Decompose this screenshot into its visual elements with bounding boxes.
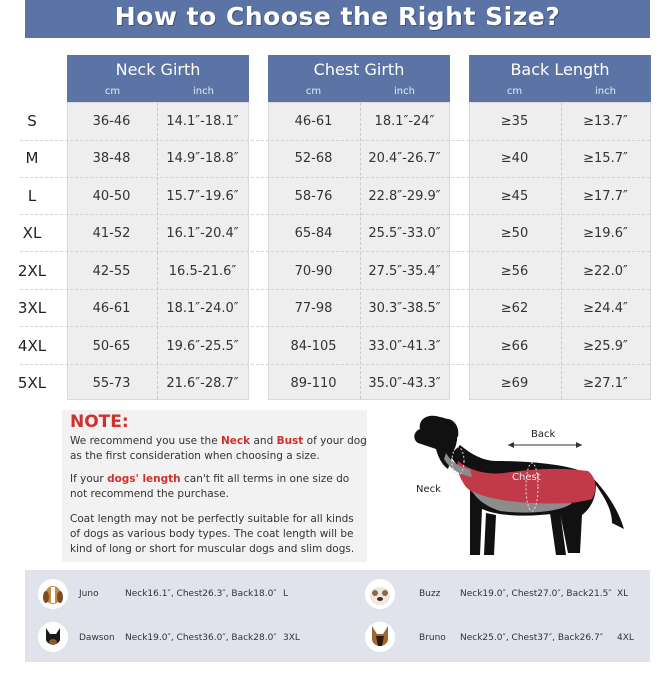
back-length-column bbox=[469, 55, 651, 102]
note-text: can't fit all terms in one size do bbox=[180, 473, 350, 485]
size-label-m: M bbox=[25, 149, 39, 167]
neck-inch-cell: 16.1″-20.4″ bbox=[166, 226, 239, 241]
page-title: How to Choose the Right Size? bbox=[114, 2, 561, 31]
note-text: If your bbox=[70, 473, 108, 485]
chest-girth-header bbox=[268, 55, 450, 102]
note-text: kind of long or short for muscular dogs and slim dogs. bbox=[70, 543, 355, 555]
back-length-title: Back Length bbox=[510, 60, 610, 79]
back-cm-cell: ≥45 bbox=[500, 189, 529, 204]
example-measures: Neck25.0″, Chest37″, Back26.7″ bbox=[460, 633, 604, 643]
size-label-3xl: 3XL bbox=[17, 299, 47, 317]
note-paragraph-3 bbox=[70, 512, 370, 557]
chest-cm-cell: 65-84 bbox=[294, 226, 333, 241]
example-name: Buzz bbox=[419, 589, 441, 599]
note-text: Coat length may not be perfectly suitable for all kinds bbox=[70, 513, 354, 525]
size-label-s: S bbox=[27, 112, 37, 130]
chest-unit-cm: cm bbox=[305, 86, 322, 97]
example-measures: Neck19.0″, Chest27.0″, Back21.5″ bbox=[460, 589, 612, 599]
back-inch-cell: ≥27.1″ bbox=[583, 376, 628, 391]
chest-cm-cell: 77-98 bbox=[294, 301, 333, 316]
size-label-l: L bbox=[27, 187, 37, 205]
back-inch-cell: ≥13.7″ bbox=[583, 114, 628, 129]
chest-inch-cell: 30.3″-38.5″ bbox=[368, 301, 441, 316]
customer-examples bbox=[25, 570, 650, 662]
chest-cm-cell: 70-90 bbox=[294, 264, 333, 279]
chest-cm-cell: 58-76 bbox=[294, 189, 333, 204]
example-name: Juno bbox=[79, 589, 99, 599]
neck-unit-cm: cm bbox=[104, 86, 121, 97]
chest-cm-cell: 46-61 bbox=[294, 114, 333, 129]
size-label-4xl: 4XL bbox=[17, 337, 47, 355]
back-cm-cell: ≥35 bbox=[500, 114, 529, 129]
back-unit-inch: inch bbox=[595, 86, 616, 97]
row-divider bbox=[20, 251, 650, 252]
back-cm-cell: ≥66 bbox=[500, 339, 529, 354]
neck-inch-cell: 16.5-21.6″ bbox=[168, 264, 237, 279]
neck-inch-cell: 18.1″-24.0″ bbox=[166, 301, 239, 316]
neck-inch-cell: 15.7″-19.6″ bbox=[166, 189, 239, 204]
note-paragraph-2 bbox=[70, 472, 370, 502]
chest-inch-cell: 18.1″-24″ bbox=[374, 114, 435, 129]
example-measures: Neck19.0″, Chest36.0″, Back28.0″ bbox=[125, 633, 277, 643]
size-label-5xl: 5XL bbox=[17, 374, 47, 392]
shepherd-avatar-icon bbox=[365, 622, 395, 652]
row-divider bbox=[20, 140, 650, 141]
note-text: not recommend the purchase. bbox=[70, 488, 229, 500]
chest-inch-cell: 20.4″-26.7″ bbox=[368, 151, 441, 166]
chest-unit-inch: inch bbox=[394, 86, 415, 97]
back-cm-cell: ≥69 bbox=[500, 376, 529, 391]
chest-inch-cell: 25.5″-33.0″ bbox=[368, 226, 441, 241]
chest-girth-title: Chest Girth bbox=[313, 60, 405, 79]
neck-inch-cell: 14.1″-18.1″ bbox=[166, 114, 239, 129]
back-inch-cell: ≥19.6″ bbox=[583, 226, 628, 241]
beagle-avatar-icon bbox=[38, 579, 68, 609]
example-size: L bbox=[283, 589, 289, 599]
back-inch-cell: ≥25.9″ bbox=[583, 339, 628, 354]
example-size: 3XL bbox=[283, 633, 300, 643]
back-length-header bbox=[469, 55, 651, 102]
back-inch-cell: ≥17.7″ bbox=[583, 189, 628, 204]
example-name: Bruno bbox=[419, 633, 446, 643]
chest-cm-cell: 52-68 bbox=[294, 151, 333, 166]
row-divider bbox=[20, 177, 650, 178]
neck-inch-cell: 21.6″-28.7″ bbox=[166, 376, 239, 391]
neck-unit-inch: inch bbox=[193, 86, 214, 97]
neck-cm-cell: 50-65 bbox=[92, 339, 131, 354]
bulldog-avatar-icon bbox=[365, 579, 395, 609]
size-label-xl: XL bbox=[22, 224, 42, 242]
note-text: of dogs as various body types. The coat length will be bbox=[70, 528, 354, 540]
row-divider bbox=[20, 289, 650, 290]
example-size: 4XL bbox=[617, 633, 634, 643]
chest-inch-cell: 33.0″-41.3″ bbox=[368, 339, 441, 354]
back-inch-cell: ≥24.4″ bbox=[583, 301, 628, 316]
neck-cm-cell: 42-55 bbox=[92, 264, 131, 279]
neck-inch-cell: 14.9″-18.8″ bbox=[166, 151, 239, 166]
doberman-avatar-icon bbox=[38, 622, 68, 652]
neck-cm-cell: 55-73 bbox=[92, 376, 131, 391]
note-text: and bbox=[250, 435, 277, 447]
back-unit-cm: cm bbox=[506, 86, 523, 97]
back-inch-cell: ≥22.0″ bbox=[583, 264, 628, 279]
neck-girth-title: Neck Girth bbox=[115, 60, 201, 79]
example-measures: Neck16.1″, Chest26.3″, Back18.0″ bbox=[125, 589, 277, 599]
size-label-2xl: 2XL bbox=[17, 262, 47, 280]
chest-label: Chest bbox=[512, 472, 541, 483]
neck-label: Neck bbox=[416, 484, 441, 495]
neck-inch-cell: 19.6″-25.5″ bbox=[166, 339, 239, 354]
chest-cm-cell: 84-105 bbox=[290, 339, 337, 354]
title-banner bbox=[25, 0, 650, 38]
example-name: Dawson bbox=[79, 633, 115, 643]
note-highlight-bust: Bust bbox=[276, 435, 304, 447]
neck-girth-column bbox=[67, 55, 249, 102]
chest-cm-cell: 89-110 bbox=[290, 376, 337, 391]
chest-inch-cell: 22.8″-29.9″ bbox=[368, 189, 441, 204]
neck-cm-cell: 38-48 bbox=[92, 151, 131, 166]
chest-inch-cell: 27.5″-35.4″ bbox=[368, 264, 441, 279]
back-inch-cell: ≥15.7″ bbox=[583, 151, 628, 166]
note-text: as the first consideration when choosing a size. bbox=[70, 450, 320, 462]
note-text: of your dog bbox=[303, 435, 367, 447]
back-cm-cell: ≥40 bbox=[500, 151, 529, 166]
note-title: NOTE: bbox=[70, 412, 129, 432]
row-divider bbox=[20, 364, 650, 365]
neck-cm-cell: 36-46 bbox=[92, 114, 131, 129]
note-paragraph-1 bbox=[70, 434, 370, 464]
row-divider bbox=[20, 326, 650, 327]
neck-cm-cell: 46-61 bbox=[92, 301, 131, 316]
neck-cm-cell: 40-50 bbox=[92, 189, 131, 204]
back-cm-cell: ≥62 bbox=[500, 301, 529, 316]
dog-measurement-diagram bbox=[400, 405, 650, 570]
note-highlight-length: dogs' length bbox=[107, 473, 181, 485]
back-label: Back bbox=[531, 429, 556, 440]
chest-girth-column bbox=[268, 55, 450, 102]
example-size: XL bbox=[617, 589, 629, 599]
neck-cm-cell: 41-52 bbox=[92, 226, 131, 241]
note-highlight-neck: Neck bbox=[221, 435, 251, 447]
row-divider bbox=[20, 214, 650, 215]
neck-girth-header bbox=[67, 55, 249, 102]
chest-inch-cell: 35.0″-43.3″ bbox=[368, 376, 441, 391]
note-text: We recommend you use the bbox=[70, 435, 222, 447]
back-cm-cell: ≥50 bbox=[500, 226, 529, 241]
back-cm-cell: ≥56 bbox=[500, 264, 529, 279]
